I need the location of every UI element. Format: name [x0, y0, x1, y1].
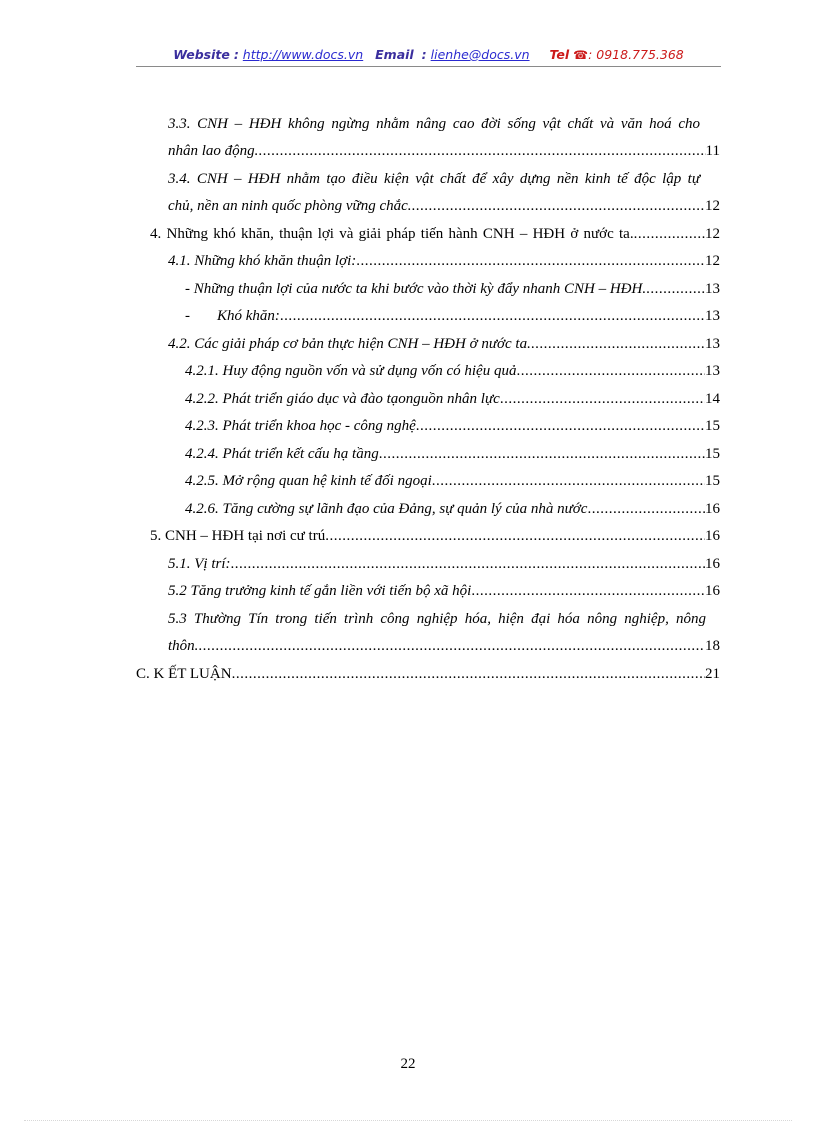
toc-entry-4-2-6[interactable]: 4.2.6. Tăng cường sự lãnh đạo của Đảng, sự quản lý của nhà nước ..... 16: [185, 497, 720, 521]
toc-entry-3-4[interactable]: chủ, nền an ninh quốc phòng vững chắc. ..... 12: [168, 194, 720, 218]
toc-page-number: 12: [705, 198, 720, 214]
toc-entry-4-2-4[interactable]: 4.2.4. Phát triển kết cấu hạ tầng ..... 15: [185, 442, 720, 466]
toc-page-number: 15: [705, 446, 720, 462]
toc-entry-5-3[interactable]: thôn. ..... 18: [168, 634, 720, 658]
toc-page-number: 13: [705, 308, 720, 324]
page-number: 22: [400, 1056, 416, 1072]
toc-page-number: 12: [705, 226, 720, 242]
toc-page-number: 13: [705, 281, 720, 297]
toc-page-number: 18: [705, 638, 720, 654]
toc-entry-ket-luan[interactable]: C. K ẾT LUẬN ..... 21: [136, 662, 720, 686]
toc-entry-4-2[interactable]: 4.2. Các giải pháp cơ bản thực hiện CNH – HĐH ở nước ta. ..... 13: [168, 332, 720, 356]
toc-page-number: 16: [705, 583, 720, 599]
toc-page-number: 16: [705, 528, 720, 544]
toc-entry-5-1[interactable]: 5.1. Vị trí: ..... 16: [168, 552, 720, 576]
header-divider: [136, 66, 721, 67]
toc-page-number: 14: [705, 391, 720, 407]
toc-page-number: 15: [705, 418, 720, 434]
toc-entry-3-3[interactable]: nhân lao động. ..... 11: [168, 139, 720, 163]
toc-page-number: 16: [705, 501, 720, 517]
toc-page-number: 15: [705, 473, 720, 489]
toc-entry-kho-khan[interactable]: - Khó khăn: ..... 13: [185, 304, 720, 328]
phone-icon: ☎: [573, 48, 589, 62]
toc-page-number: 16: [705, 556, 720, 572]
toc-entry-5-3-line1: 5.3 Thường Tín trong tiến trình công nghiệp hóa, hiện đại hóa nông nghiệp, nông: [168, 611, 706, 627]
website-link[interactable]: http://www.docs.vn: [242, 47, 364, 62]
email-label: Email: [375, 47, 414, 62]
toc-entry-4-2-2[interactable]: 4.2.2. Phát triển giáo dục và đào tạonguồn nhân lực ..... 14: [185, 387, 720, 411]
toc-entry-4-2-1[interactable]: 4.2.1. Huy động nguồn vốn và sử dụng vốn có hiệu quả ..... 13: [185, 359, 720, 383]
website-label: Website: [173, 47, 230, 62]
toc-entry-3-4-line1: 3.4. CNH – HĐH nhằm tạo điều kiện vật chất để xây dựng nền kinh tế độc lập tự: [168, 171, 700, 187]
toc-page-number: 13: [705, 363, 720, 379]
toc-page-number: 12: [705, 253, 720, 269]
toc-page-number: 21: [705, 666, 720, 682]
toc-entry-4[interactable]: 4. Những khó khăn, thuận lợi và giải pháp tiến hành CNH – HĐH ở nước ta. ..... 12: [150, 222, 720, 246]
email-link[interactable]: lienhe@docs.vn: [430, 47, 530, 62]
toc-entry-thuan-loi[interactable]: - Những thuận lợi của nước ta khi bước vào thời kỳ đẩy nhanh CNH – HĐH. ..... 13: [185, 277, 720, 301]
toc-entry-5-2[interactable]: 5.2 Tăng trưởng kinh tế gắn liền với tiến bộ xã hội ..... 16: [168, 579, 720, 603]
page-header: Website : http://www.docs.vn Email : lienhe@docs.vn Tel ☎: 0918.775.368: [173, 47, 684, 62]
tel-label: Tel: [549, 47, 570, 62]
toc-entry-3-3-line1: 3.3. CNH – HĐH không ngừng nhằm nâng cao đời sống vật chất và văn hoá cho: [168, 116, 700, 132]
toc-page-number: 13: [705, 336, 720, 352]
page-bottom-border: [24, 1120, 792, 1121]
toc-entry-5[interactable]: 5. CNH – HĐH tại nơi cư trú ..... 16: [150, 524, 720, 548]
toc-entry-4-2-5[interactable]: 4.2.5. Mở rộng quan hệ kinh tế đối ngoại ..... 15: [185, 469, 720, 493]
toc-entry-4-2-3[interactable]: 4.2.3. Phát triển khoa học - công nghệ ..... 15: [185, 414, 720, 438]
toc-entry-4-1[interactable]: 4.1. Những khó khăn thuận lợi: ..... 12: [168, 249, 720, 273]
toc-page-number: 11: [705, 143, 720, 159]
tel-value: : 0918.775.368: [588, 47, 684, 62]
